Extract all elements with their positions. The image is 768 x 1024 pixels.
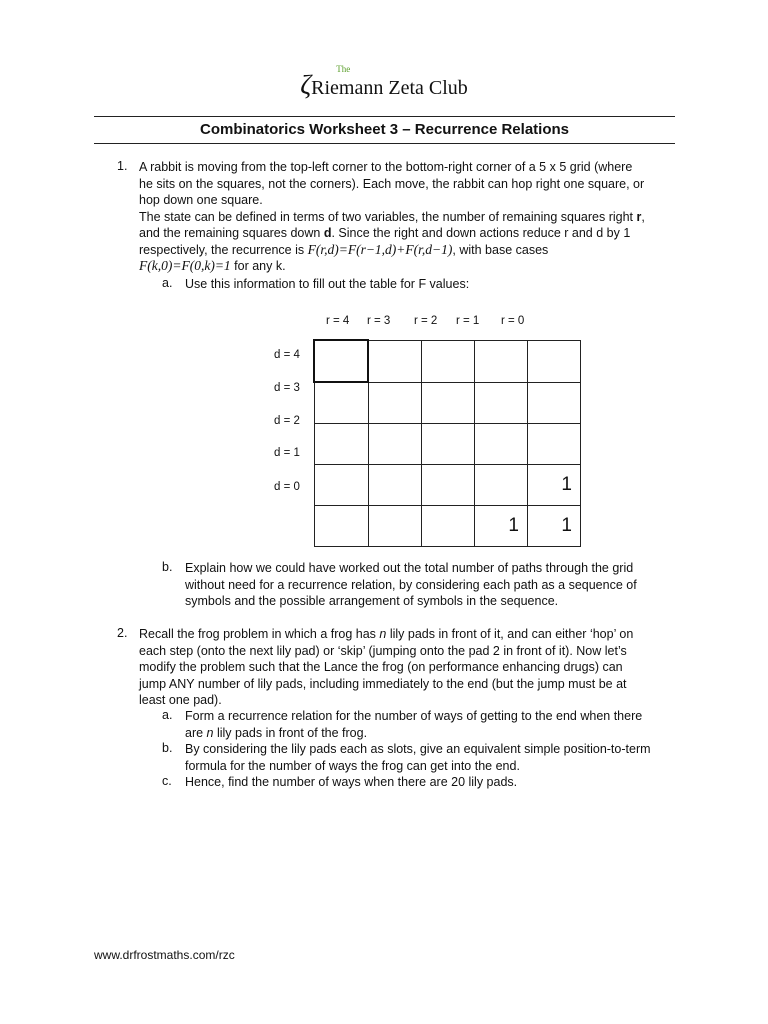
table-cell[interactable]: 1 (528, 465, 581, 506)
q2c-label: c. (162, 774, 172, 788)
row-label: d = 2 (274, 415, 300, 427)
row-label: d = 4 (274, 349, 300, 361)
table-cell[interactable] (422, 382, 475, 424)
q2-number: 2. (117, 626, 128, 640)
q2-body (139, 626, 633, 709)
q2a-line: Form a recurrence relation for the number of ways of getting to the end when there (185, 709, 643, 723)
title-bottom-rule (94, 143, 675, 144)
q2-line: modify the problem such that the Lance the frog (on performance enhancing drugs) can (139, 660, 623, 674)
q2b-body (185, 741, 651, 774)
table-cell[interactable] (528, 340, 581, 382)
worksheet-title: Combinatorics Worksheet 3 – Recurrence Relations (199, 121, 569, 138)
table-row (314, 465, 581, 506)
table-cell[interactable] (422, 506, 475, 547)
table-cell[interactable] (368, 506, 422, 547)
table-cell[interactable] (314, 506, 368, 547)
table-cell[interactable] (368, 465, 422, 506)
q1b-line: symbols and the possible arrangement of symbols in the sequence. (185, 594, 559, 608)
table-row (314, 424, 581, 465)
q1-line: hop down one square. (139, 193, 263, 207)
q2c-text: Hence, find the number of ways when there are 20 lily pads. (185, 775, 518, 789)
table-cell[interactable]: 1 (475, 506, 528, 547)
q1-state-line: respectively, the recurrence is F(r,d)=F(r−1,d)+F(r,d−1), with base cases (139, 241, 549, 257)
base-case-formula: F(k,0)=F(0,k)=1 (139, 258, 231, 273)
q1b-body (185, 560, 637, 610)
table-cell[interactable] (314, 340, 368, 382)
q2-line: each step (onto the next lily pad) or ‘skip’ (jumping onto the pad 2 in front of it). Now let’s (139, 643, 627, 658)
title-top-rule (94, 116, 675, 117)
logo-the: The (336, 64, 351, 74)
q1b-line: without need for a recurrence relation, by considering each path as a sequence of (185, 577, 637, 592)
table-row (314, 382, 581, 424)
zeta-symbol: ζ (300, 70, 312, 100)
table-cell[interactable] (475, 382, 528, 424)
q1-base-case-line: F(k,0)=F(0,k)=1 for any k. (139, 258, 286, 273)
table-cell[interactable] (475, 340, 528, 382)
col-label: r = 4 (326, 315, 350, 327)
q1-state-line: The state can be defined in terms of two variables, the number of remaining squares right r, (139, 209, 645, 224)
q2-line: jump ANY number of lily pads, including immediately to the end (but the jump must be at (139, 676, 627, 691)
table-cell[interactable] (368, 424, 422, 465)
table-row (314, 340, 581, 382)
col-label: r = 2 (414, 315, 438, 327)
table-cell[interactable] (368, 382, 422, 424)
q2a-label: a. (162, 708, 173, 722)
recurrence-formula: F(r,d)=F(r−1,d)+F(r,d−1) (307, 241, 453, 257)
q2-line: Recall the frog problem in which a frog has n lily pads in front of it, and can either ‘hop’ on (139, 627, 634, 641)
col-label: r = 0 (501, 315, 525, 327)
logo-name: Riemann Zeta Club (311, 77, 468, 99)
footer-url[interactable]: www.drfrostmaths.com/rzc (94, 948, 235, 962)
q2-line: least one pad). (139, 693, 222, 707)
q1-line: he sits on the squares, not the corners). Each move, the rabbit can hop right one square, or (139, 176, 645, 191)
row-label: d = 3 (274, 382, 300, 394)
q1-number: 1. (117, 159, 128, 173)
table-cell[interactable] (475, 465, 528, 506)
q1-state-line: and the remaining squares down d. Since the right and down actions reduce r and d by 1 (139, 226, 631, 240)
q2b-line: formula for the number of ways the frog can get into the end. (185, 758, 520, 773)
table-cell[interactable] (314, 465, 368, 506)
row-label: d = 1 (274, 447, 300, 459)
club-logo (0, 64, 768, 101)
col-label: r = 1 (456, 315, 480, 327)
q1-line: A rabbit is moving from the top-left corner to the bottom-right corner of a 5 x 5 grid (where (139, 160, 633, 174)
row-label: d = 0 (274, 481, 300, 493)
table-cell[interactable] (475, 424, 528, 465)
table-cell[interactable] (422, 465, 475, 506)
table-cell[interactable] (314, 424, 368, 465)
q1a-label: a. (162, 276, 173, 290)
q1b-line: Explain how we could have worked out the total number of paths through the grid (185, 561, 634, 575)
q2a-body (185, 708, 642, 741)
q2a-line: are n lily pads in front of the frog. (185, 725, 368, 740)
q1a-text: Use this information to fill out the table for F values: (185, 277, 470, 291)
table-cell[interactable] (422, 424, 475, 465)
table-cell[interactable] (422, 340, 475, 382)
table-cell[interactable]: 1 (528, 506, 581, 547)
f-values-table (313, 339, 581, 547)
table-cell[interactable] (314, 382, 368, 424)
q1-body (139, 159, 645, 275)
table-cell[interactable] (528, 424, 581, 465)
table-row (314, 506, 581, 547)
table-cell[interactable] (368, 340, 422, 382)
col-label: r = 3 (367, 315, 391, 327)
q2b-line: By considering the lily pads each as slots, give an equivalent simple position-to-term (185, 742, 651, 756)
table-cell[interactable] (528, 382, 581, 424)
q1b-label: b. (162, 560, 173, 574)
q2b-label: b. (162, 741, 173, 755)
